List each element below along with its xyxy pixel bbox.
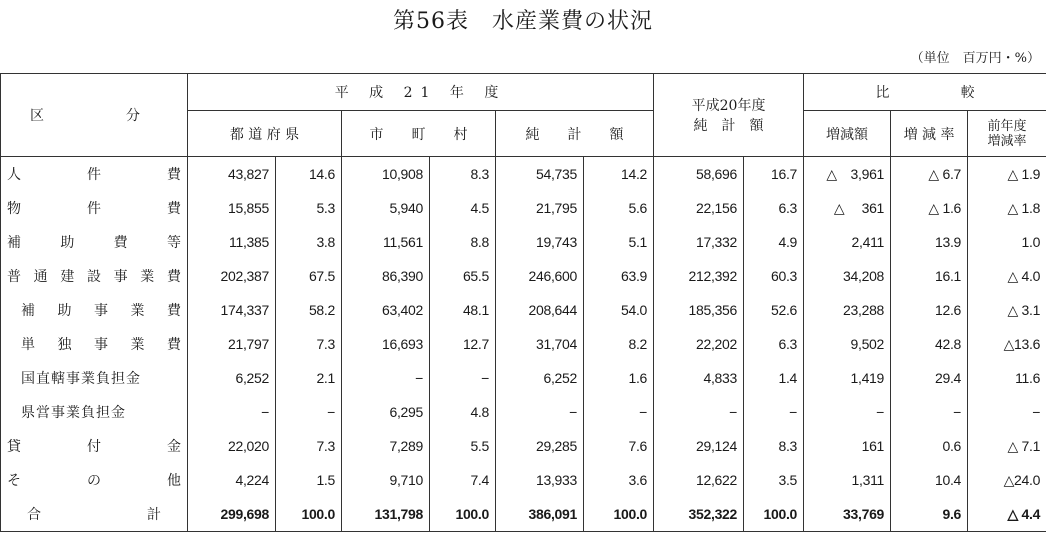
row-label bbox=[1, 395, 188, 429]
value-cell: 299,698 bbox=[188, 497, 276, 532]
value-cell: 12,622 bbox=[654, 463, 744, 497]
value-cell: 8.2 bbox=[584, 327, 654, 361]
value-cell: △ 1.9 bbox=[968, 157, 1046, 192]
value-cell: 23,288 bbox=[804, 293, 891, 327]
value-cell: 58.2 bbox=[276, 293, 342, 327]
row-label bbox=[1, 429, 188, 463]
value-cell: 6,252 bbox=[188, 361, 276, 395]
value-cell: − bbox=[584, 395, 654, 429]
header-junkei: 純 計 額 bbox=[496, 111, 654, 157]
value-cell: 3.8 bbox=[276, 225, 342, 259]
row-label bbox=[1, 259, 188, 293]
value-cell: − bbox=[744, 395, 804, 429]
value-cell: 5.3 bbox=[276, 191, 342, 225]
value-cell: 7.3 bbox=[276, 327, 342, 361]
row-label-char: 事 bbox=[94, 337, 108, 353]
row-label-char: 費 bbox=[167, 201, 181, 217]
value-cell: 131,798 bbox=[342, 497, 430, 532]
value-cell: 21,797 bbox=[188, 327, 276, 361]
row-label bbox=[1, 191, 188, 225]
row-label bbox=[1, 293, 188, 327]
value-cell: 386,091 bbox=[496, 497, 584, 532]
row-label-char: 件 bbox=[87, 201, 101, 217]
value-cell: 100.0 bbox=[276, 497, 342, 532]
value-cell: − bbox=[430, 361, 496, 395]
expenditure-table bbox=[0, 73, 1046, 532]
value-cell: 0.6 bbox=[891, 429, 968, 463]
table-row bbox=[1, 191, 1046, 225]
row-label bbox=[1, 497, 188, 532]
value-cell: 9,502 bbox=[804, 327, 891, 361]
value-cell: 1.6 bbox=[584, 361, 654, 395]
row-label-char: 単 bbox=[21, 337, 35, 353]
value-cell: △ 4.0 bbox=[968, 259, 1046, 293]
value-cell: 3.5 bbox=[744, 463, 804, 497]
value-cell: 12.6 bbox=[891, 293, 968, 327]
value-cell: 54.0 bbox=[584, 293, 654, 327]
row-label-char: 計 bbox=[147, 507, 161, 523]
value-cell: 1,311 bbox=[804, 463, 891, 497]
table-row bbox=[1, 497, 1046, 532]
row-label-char: 補 bbox=[21, 303, 35, 319]
value-cell: 9.6 bbox=[891, 497, 968, 532]
row-label-char: 物 bbox=[7, 201, 21, 217]
value-cell: 29.4 bbox=[891, 361, 968, 395]
value-cell: 29,285 bbox=[496, 429, 584, 463]
header-h20: 平成20年度 純 計 額 bbox=[654, 74, 804, 157]
value-cell: 4.5 bbox=[430, 191, 496, 225]
row-label bbox=[1, 157, 188, 192]
table-row bbox=[1, 157, 1046, 192]
value-cell: 246,600 bbox=[496, 259, 584, 293]
value-cell: △ 1.6 bbox=[891, 191, 968, 225]
value-cell: 5.1 bbox=[584, 225, 654, 259]
page-title: 第56表 水産業費の状況 bbox=[393, 9, 653, 34]
row-label-char: そ bbox=[7, 473, 21, 489]
value-cell: − bbox=[276, 395, 342, 429]
value-cell: 17,332 bbox=[654, 225, 744, 259]
value-cell: 22,202 bbox=[654, 327, 744, 361]
value-cell: 6.3 bbox=[744, 191, 804, 225]
value-cell: 2.1 bbox=[276, 361, 342, 395]
row-label-char: 合 bbox=[27, 507, 41, 523]
value-cell: − bbox=[804, 395, 891, 429]
header-zogenritsu: 増 減 率 bbox=[891, 111, 968, 157]
value-cell: 16.7 bbox=[744, 157, 804, 192]
row-label-char: 金 bbox=[167, 439, 181, 455]
value-cell: 4.8 bbox=[430, 395, 496, 429]
row-label-char: 通 bbox=[33, 269, 48, 285]
value-cell: 8.3 bbox=[744, 429, 804, 463]
value-cell: 43,827 bbox=[188, 157, 276, 192]
header-h21: 平 成 21 年 度 bbox=[188, 74, 654, 111]
header-zogen: 増減額 bbox=[804, 111, 891, 157]
value-cell: △ 361 bbox=[804, 191, 891, 225]
value-cell: 202,387 bbox=[188, 259, 276, 293]
value-cell: 14.6 bbox=[276, 157, 342, 192]
row-label-char: 独 bbox=[57, 337, 72, 353]
value-cell: 31,704 bbox=[496, 327, 584, 361]
value-cell: 5.6 bbox=[584, 191, 654, 225]
row-label-char: 事 bbox=[113, 269, 128, 285]
header-hikaku: 比 較 bbox=[804, 74, 1046, 111]
value-cell: 4.9 bbox=[744, 225, 804, 259]
row-label bbox=[1, 463, 188, 497]
value-cell: 11.6 bbox=[968, 361, 1046, 395]
row-label-char: 補 bbox=[7, 235, 21, 251]
value-cell: 9,710 bbox=[342, 463, 430, 497]
value-cell: △ 3,961 bbox=[804, 157, 891, 192]
value-cell: 29,124 bbox=[654, 429, 744, 463]
row-label bbox=[1, 327, 188, 361]
value-cell: △ 6.7 bbox=[891, 157, 968, 192]
row-label-char: 件 bbox=[87, 167, 101, 183]
value-cell: 34,208 bbox=[804, 259, 891, 293]
row-label-char: 業 bbox=[140, 269, 155, 285]
row-label-char: 助 bbox=[60, 235, 75, 251]
row-label-char: 費 bbox=[167, 337, 181, 353]
row-label-char: 事 bbox=[94, 303, 108, 319]
value-cell: 185,356 bbox=[654, 293, 744, 327]
row-label-char: 設 bbox=[86, 269, 101, 285]
value-cell: 33,769 bbox=[804, 497, 891, 532]
value-cell: 22,156 bbox=[654, 191, 744, 225]
value-cell: △24.0 bbox=[968, 463, 1046, 497]
table-row bbox=[1, 395, 1046, 429]
value-cell: 7.4 bbox=[430, 463, 496, 497]
row-label-char: 普 bbox=[7, 269, 21, 285]
row-label bbox=[1, 225, 188, 259]
row-label-char: 建 bbox=[60, 269, 75, 285]
value-cell: 16.1 bbox=[891, 259, 968, 293]
value-cell: 63,402 bbox=[342, 293, 430, 327]
value-cell: 54,735 bbox=[496, 157, 584, 192]
value-cell: 5.5 bbox=[430, 429, 496, 463]
row-label-char: 貸 bbox=[7, 439, 21, 455]
value-cell: 161 bbox=[804, 429, 891, 463]
value-cell: 13.9 bbox=[891, 225, 968, 259]
value-cell: 1.5 bbox=[276, 463, 342, 497]
value-cell: 352,322 bbox=[654, 497, 744, 532]
value-cell: 65.5 bbox=[430, 259, 496, 293]
value-cell: − bbox=[188, 395, 276, 429]
row-label-char: 業 bbox=[130, 337, 145, 353]
value-cell: 13,933 bbox=[496, 463, 584, 497]
value-cell: 14.2 bbox=[584, 157, 654, 192]
value-cell: 4,833 bbox=[654, 361, 744, 395]
value-cell: 6,252 bbox=[496, 361, 584, 395]
value-cell: 67.5 bbox=[276, 259, 342, 293]
value-cell: 58,696 bbox=[654, 157, 744, 192]
value-cell: 52.6 bbox=[744, 293, 804, 327]
table-row bbox=[1, 225, 1046, 259]
table-row bbox=[1, 361, 1046, 395]
value-cell: 6.3 bbox=[744, 327, 804, 361]
header-shichoson: 市 町 村 bbox=[342, 111, 496, 157]
table-row bbox=[1, 463, 1046, 497]
unit-note: （単位 百万円・%） bbox=[910, 51, 1040, 66]
value-cell: − bbox=[891, 395, 968, 429]
value-cell: 22,020 bbox=[188, 429, 276, 463]
value-cell: △13.6 bbox=[968, 327, 1046, 361]
value-cell: 212,392 bbox=[654, 259, 744, 293]
value-cell: − bbox=[496, 395, 584, 429]
value-cell: 100.0 bbox=[430, 497, 496, 532]
value-cell: − bbox=[654, 395, 744, 429]
value-cell: 63.9 bbox=[584, 259, 654, 293]
value-cell: 7.3 bbox=[276, 429, 342, 463]
row-label-char: 国直轄事業負担金 bbox=[21, 371, 141, 387]
value-cell: 1.0 bbox=[968, 225, 1046, 259]
value-cell: 4,224 bbox=[188, 463, 276, 497]
row-label-char: 人 bbox=[7, 167, 21, 183]
value-cell: △ 1.8 bbox=[968, 191, 1046, 225]
row-label-char: 他 bbox=[167, 473, 181, 489]
value-cell: 16,693 bbox=[342, 327, 430, 361]
value-cell: 2,411 bbox=[804, 225, 891, 259]
header-kubun: 区 分 bbox=[1, 74, 188, 157]
value-cell: 208,644 bbox=[496, 293, 584, 327]
row-label-char: 助 bbox=[57, 303, 72, 319]
value-cell: 1,419 bbox=[804, 361, 891, 395]
row-label-char: 費 bbox=[166, 269, 181, 285]
value-cell: 174,337 bbox=[188, 293, 276, 327]
value-cell: 7.6 bbox=[584, 429, 654, 463]
row-label-char: 県営事業負担金 bbox=[21, 405, 126, 421]
table-row bbox=[1, 293, 1046, 327]
row-label-char: 等 bbox=[166, 235, 181, 251]
value-cell: 100.0 bbox=[584, 497, 654, 532]
value-cell: △ 3.1 bbox=[968, 293, 1046, 327]
table-row bbox=[1, 327, 1046, 361]
row-label-char: 費 bbox=[113, 235, 128, 251]
value-cell: 6,295 bbox=[342, 395, 430, 429]
value-cell: 19,743 bbox=[496, 225, 584, 259]
value-cell: 42.8 bbox=[891, 327, 968, 361]
value-cell: 12.7 bbox=[430, 327, 496, 361]
value-cell: 11,385 bbox=[188, 225, 276, 259]
row-label-char: 費 bbox=[167, 303, 181, 319]
value-cell: 1.4 bbox=[744, 361, 804, 395]
table-row bbox=[1, 429, 1046, 463]
value-cell: 8.8 bbox=[430, 225, 496, 259]
value-cell: 8.3 bbox=[430, 157, 496, 192]
value-cell: 100.0 bbox=[744, 497, 804, 532]
value-cell: 7,289 bbox=[342, 429, 430, 463]
row-label-char: の bbox=[87, 473, 101, 489]
value-cell: − bbox=[342, 361, 430, 395]
header-zennen: 前年度 増減率 bbox=[968, 111, 1046, 157]
value-cell: 11,561 bbox=[342, 225, 430, 259]
value-cell: 10,908 bbox=[342, 157, 430, 192]
value-cell: 3.6 bbox=[584, 463, 654, 497]
value-cell: △ 7.1 bbox=[968, 429, 1046, 463]
table-row bbox=[1, 259, 1046, 293]
value-cell: 15,855 bbox=[188, 191, 276, 225]
row-label bbox=[1, 361, 188, 395]
value-cell: − bbox=[968, 395, 1046, 429]
value-cell: 21,795 bbox=[496, 191, 584, 225]
value-cell: 48.1 bbox=[430, 293, 496, 327]
value-cell: 5,940 bbox=[342, 191, 430, 225]
value-cell: 86,390 bbox=[342, 259, 430, 293]
row-label-char: 付 bbox=[87, 439, 101, 455]
row-label-char: 費 bbox=[167, 167, 181, 183]
value-cell: △ 4.4 bbox=[968, 497, 1046, 532]
value-cell: 10.4 bbox=[891, 463, 968, 497]
value-cell: 60.3 bbox=[744, 259, 804, 293]
row-label-char: 業 bbox=[130, 303, 145, 319]
header-todofuken: 都 道 府 県 bbox=[188, 111, 342, 157]
